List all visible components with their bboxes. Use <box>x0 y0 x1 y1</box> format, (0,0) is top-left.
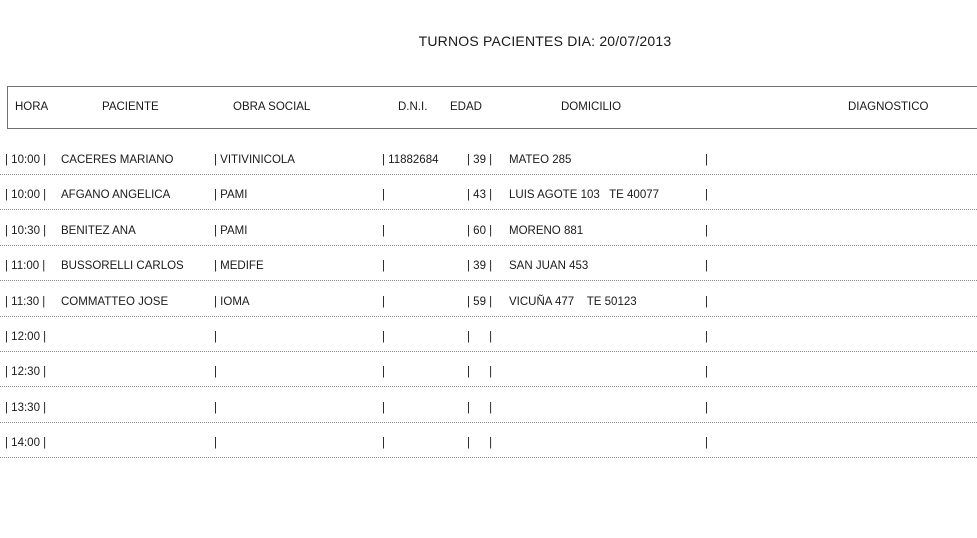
cell-edad: | 60 | <box>467 224 493 237</box>
row-divider <box>0 280 977 281</box>
cell-dni: | <box>382 189 385 202</box>
table-row <box>0 295 977 315</box>
cell-diagnostico: | <box>705 260 708 273</box>
cell-diagnostico: | <box>705 154 708 166</box>
cell-hora: | 12:00 | <box>5 331 47 343</box>
cell-diagnostico: | <box>705 366 708 379</box>
cell-dni: | <box>382 437 385 450</box>
header-edad: EDAD <box>450 101 482 113</box>
cell-edad: | | <box>467 401 493 414</box>
cell-dni: | <box>382 401 385 414</box>
cell-domicilio: MORENO 881 <box>509 224 584 237</box>
header-diagnostico: DIAGNOSTICO <box>848 101 929 113</box>
cell-obra-social: | <box>214 437 217 450</box>
cell-obra-social: | IOMA <box>214 295 250 308</box>
cell-obra-social: | <box>214 401 217 414</box>
header-hora: HORA <box>15 101 49 113</box>
cell-obra-social: | <box>214 366 217 379</box>
cell-edad: | | <box>467 437 493 450</box>
cell-dni: | <box>382 295 385 308</box>
cell-diagnostico: | <box>705 224 708 237</box>
cell-obra-social: | PAMI <box>214 224 248 237</box>
row-divider <box>0 386 977 387</box>
page-title: TURNOS PACIENTES DIA: 20/07/2013 <box>418 33 672 49</box>
cell-paciente: BUSSORELLI CARLOS <box>61 260 184 273</box>
cell-edad: | 43 | <box>467 189 493 202</box>
cell-paciente: CACERES MARIANO <box>61 154 174 166</box>
cell-dni: | <box>382 260 385 273</box>
cell-hora: | 12:30 | <box>5 366 47 379</box>
cell-domicilio: MATEO 285 <box>509 154 572 166</box>
cell-diagnostico: | <box>705 189 708 202</box>
row-divider <box>0 351 977 352</box>
cell-dni: | <box>382 331 385 343</box>
cell-edad: | 59 | <box>467 295 493 308</box>
table-row <box>0 153 977 173</box>
row-divider <box>0 209 977 210</box>
table-row <box>0 224 977 244</box>
cell-hora: | 10:00 | <box>5 154 47 166</box>
cell-obra-social: | <box>214 331 217 343</box>
cell-hora: | 10:30 | <box>5 224 47 237</box>
cell-diagnostico: | <box>705 437 708 450</box>
cell-paciente: BENITEZ ANA <box>61 224 136 237</box>
header-domicilio: DOMICILIO <box>561 101 622 113</box>
cell-dni: | <box>382 224 385 237</box>
table-row <box>0 401 977 421</box>
row-divider <box>0 457 977 458</box>
header-obra-social: OBRA SOCIAL <box>233 101 311 113</box>
cell-diagnostico: | <box>705 331 708 343</box>
cell-hora: | 14:00 | <box>5 437 47 450</box>
cell-hora: | 11:30 | <box>5 295 46 308</box>
cell-dni: | <box>382 366 385 379</box>
cell-hora: | 10:00 | <box>5 189 47 202</box>
cell-edad: | 39 | <box>467 154 493 166</box>
row-divider <box>0 174 977 175</box>
row-divider <box>0 422 977 423</box>
table-row <box>0 330 977 350</box>
cell-domicilio: LUIS AGOTE 103 TE 40077 <box>509 189 660 202</box>
table-row <box>0 436 977 456</box>
cell-edad: | 39 | <box>467 260 493 273</box>
cell-dni: | 11882684 <box>382 154 439 166</box>
table-row <box>0 259 977 279</box>
cell-diagnostico: | <box>705 295 708 308</box>
cell-edad: | | <box>467 366 493 379</box>
table-header <box>7 86 977 129</box>
cell-paciente: AFGANO ANGELICA <box>61 189 171 202</box>
cell-hora: | 13:30 | <box>5 401 47 414</box>
cell-obra-social: | PAMI <box>214 189 248 202</box>
cell-obra-social: | VITIVINICOLA <box>214 154 295 166</box>
cell-domicilio: VICUÑA 477 TE 50123 <box>509 295 637 308</box>
header-paciente: PACIENTE <box>102 101 159 113</box>
cell-paciente: COMMATTEO JOSE <box>61 295 169 308</box>
table-row <box>0 188 977 208</box>
cell-domicilio: SAN JUAN 453 <box>509 260 589 273</box>
cell-diagnostico: | <box>705 401 708 414</box>
cell-hora: | 11:00 | <box>5 260 46 273</box>
cell-edad: | | <box>467 331 493 343</box>
table-row <box>0 365 977 385</box>
row-divider <box>0 316 977 317</box>
row-divider <box>0 245 977 246</box>
header-dni: D.N.I. <box>398 101 428 113</box>
cell-obra-social: | MEDIFE <box>214 260 264 273</box>
